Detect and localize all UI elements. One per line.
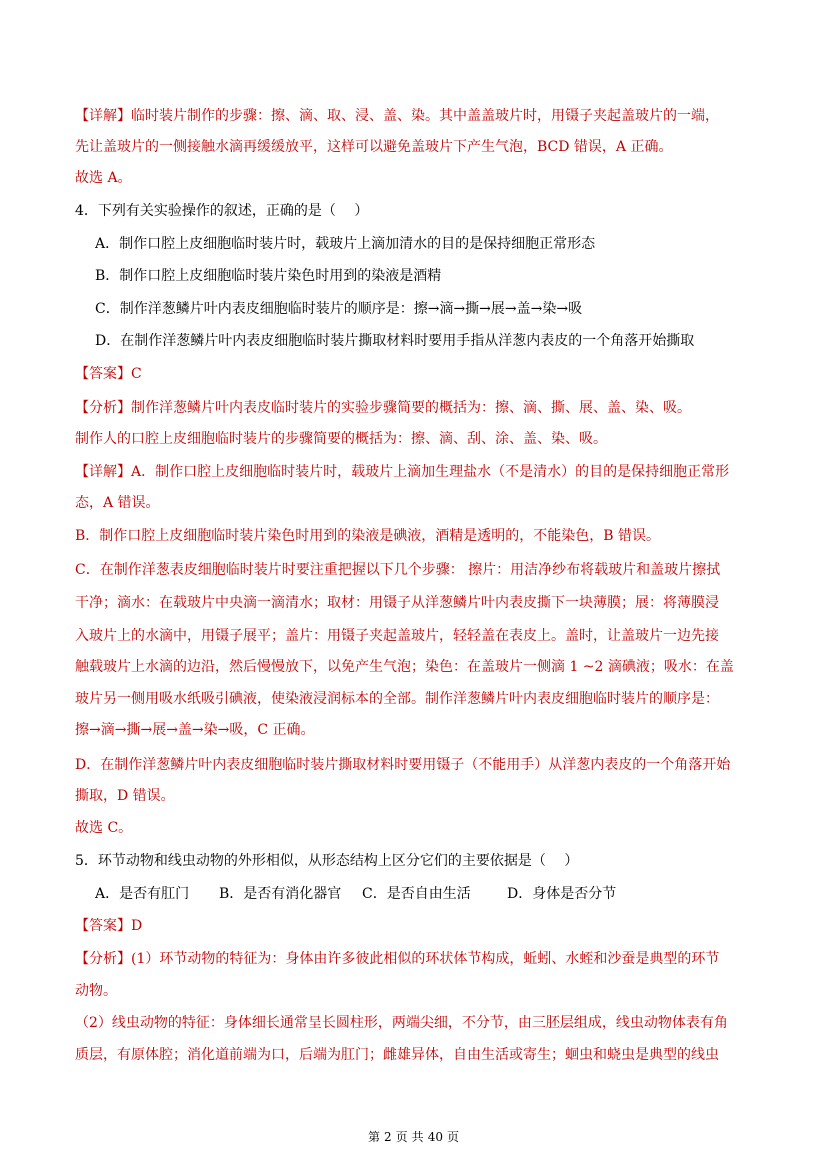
question-5-option-d: D．身体是否分节 — [507, 886, 617, 902]
page-number: 2 — [384, 1130, 392, 1144]
answer-tag: 【答案】 — [75, 366, 131, 382]
detail-line: 先让盖玻片的一侧接触水滴再缓缓放平，这样可以避免盖玻片下产生气泡，BCD 错误，A 正确。 — [75, 139, 673, 155]
analysis-5: 【分析】(1）环节动物的特征为：身体由许多彼此相似的环状体节构成，蚯蚓、水蛭和沙蚕是典型的环节 — [75, 951, 720, 967]
question-5-option-b: B．是否有消化器官 — [219, 886, 342, 902]
detail-tag: 【详解】 — [75, 108, 131, 124]
conclusion-line: 故选 C。 — [75, 820, 133, 836]
analysis-4-line: 制作人的口腔上皮细胞临时装片的步骤简要的概括为：擦、滴、刮、涂、盖、染、吸。 — [75, 431, 607, 447]
analysis-tag: 【分析】 — [75, 400, 131, 416]
question-4-option-c: C．制作洋葱鳞片叶内表皮细胞临时装片的顺序是：擦→滴→撕→展→盖→染→吸 — [95, 301, 583, 317]
page-footer: 第 2 页 共 40 页 — [368, 1130, 459, 1144]
detail-4-line: 入玻片上的水滴中，用镊子展平；盖片：用镊子夹起盖玻片，轻轻盖在表皮上。盖时，让盖玻片一边先接 — [75, 628, 719, 644]
analysis-4: 【分析】制作洋葱鳞片叶内表皮临时装片的实验步骤简要的概括为：擦、滴、撕、展、盖、染、吸。 — [75, 400, 691, 416]
analysis-5-line: 质层，有原体腔；消化道前端为口，后端为肛门；雌雄异体，自由生活或寄生；蛔虫和蛲虫是典型的线虫 — [75, 1047, 719, 1063]
answer-tag: 【答案】 — [75, 918, 131, 934]
detail-4-line: 撕取，D 错误。 — [75, 788, 175, 804]
detail-4-line: C．在制作洋葱表皮细胞临时装片时要注重把握以下几个步骤： 擦片：用洁净纱布将载玻片和盖玻片擦拭 — [75, 562, 721, 578]
detail-tag: 【详解】 — [75, 464, 131, 480]
analysis-5-line: 动物。 — [75, 983, 117, 999]
answer-5: 【答案】D — [75, 918, 143, 934]
detail-4-line: 态，A 错误。 — [75, 495, 160, 511]
question-4-option-d: D．在制作洋葱鳞片叶内表皮细胞临时装片撕取材料时要用手指从洋葱内表皮的一个角落开始撕取 — [95, 333, 695, 349]
detail-4-line: 触载玻片上水滴的边沿，然后慢慢放下，以免产生气泡；染色：在盖玻片一侧滴 1 ~2 滴碘液；吸水：在盖 — [75, 659, 734, 675]
analysis-5-line: （2）线虫动物的特征：身体细长通常呈长圆柱形，两端尖细，不分节，由三胚层组成，线虫动物体表有角 — [75, 1015, 728, 1031]
detail-4-line: D．在制作洋葱鳞片叶内表皮细胞临时装片撕取材料时要用镊子（不能用手）从洋葱内表皮的一个角落开始 — [75, 757, 731, 773]
answer-4: 【答案】C — [75, 366, 142, 382]
detail-4: 【详解】A．制作口腔上皮细胞临时装片时，载玻片上滴加生理盐水（不是清水）的目的是保持细胞正常形 — [75, 464, 730, 480]
detail-4-line: 干净；滴水：在载玻片中央滴一滴清水；取材：用镊子从洋葱鳞片叶内表皮撕下一块薄膜；展：将薄膜浸 — [75, 595, 719, 611]
detail-4-line: 玻片另一侧用吸水纸吸引碘液，使染液浸润标本的全部。制作洋葱鳞片叶内表皮细胞临时装片的顺序是： — [75, 691, 719, 707]
question-4: 4．下列有关实验操作的叙述，正确的是（ ） — [75, 203, 369, 219]
page-total: 40 — [427, 1130, 443, 1144]
question-5-option-c: C．是否自由生活 — [362, 886, 471, 902]
question-5-option-a: A．是否有肛门 — [95, 886, 190, 902]
question-4-option-b: B．制作口腔上皮细胞临时装片染色时用到的染液是酒精 — [95, 268, 442, 284]
question-5: 5．环节动物和线虫动物的外形相似，从形态结构上区分它们的主要依据是（ ） — [75, 853, 579, 869]
detail-4-line: B．制作口腔上皮细胞临时装片染色时用到的染液是碘液，酒精是透明的，不能染色，B 错误。 — [75, 528, 661, 544]
conclusion-line: 故选 A。 — [75, 170, 132, 186]
detail-4-line: 擦→滴→撕→展→盖→染→吸，C 正确。 — [75, 722, 315, 738]
question-4-option-a: A．制作口腔上皮细胞临时装片时，载玻片上滴加清水的目的是保持细胞正常形态 — [95, 236, 596, 252]
analysis-tag: 【分析】 — [75, 951, 131, 967]
detail-line: 【详解】临时装片制作的步骤：擦、滴、取、浸、盖、染。其中盖盖玻片时，用镊子夹起盖玻片的一端， — [75, 108, 719, 124]
